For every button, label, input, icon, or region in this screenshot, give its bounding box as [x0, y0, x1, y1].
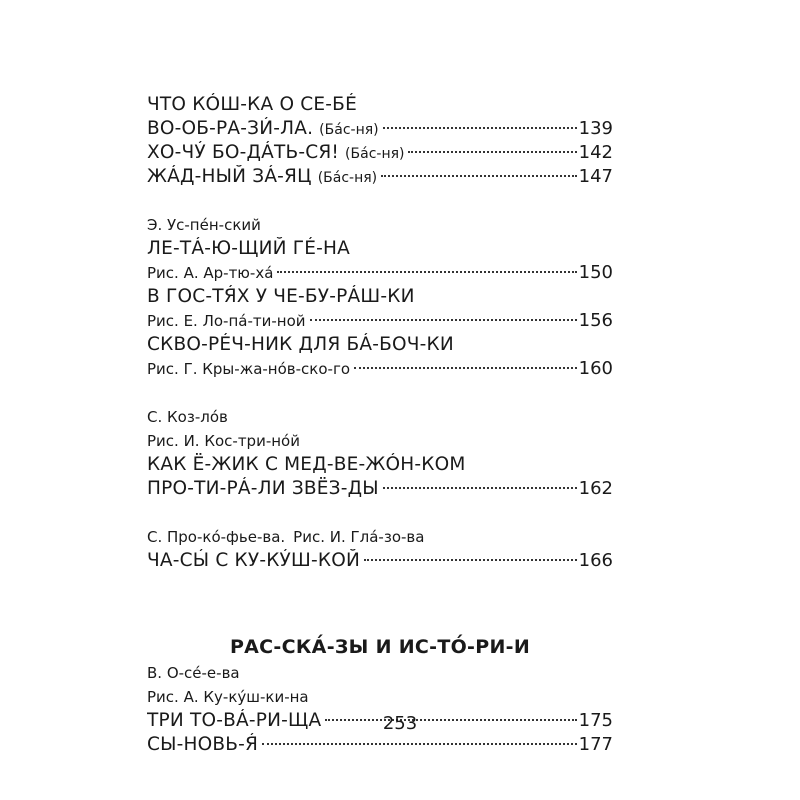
author-line	[147, 213, 613, 237]
table-of-contents	[147, 93, 613, 757]
entry-title: КАК Ё-ЖИК С МЕД-ВЕ-ЖО́Н-КОМ	[147, 454, 466, 475]
illustrator-name: Рис. Г. Кры-жа-но́в-ско-го	[147, 360, 350, 378]
toc-entry-title-line	[147, 285, 613, 309]
entry-page-number: 175	[578, 710, 613, 731]
entry-page-number: 177	[578, 734, 613, 755]
illustrator-line	[147, 685, 613, 709]
spacer	[147, 501, 613, 525]
entry-title: СКВО-РЕ́Ч-НИК ДЛЯ БА́-БОЧ-КИ	[147, 334, 454, 355]
author-name: В. О-се́-е-ва	[147, 664, 240, 682]
toc-entry-title-line	[147, 237, 613, 261]
toc-entry-title-line	[147, 453, 613, 477]
entry-page-number: 147	[578, 166, 613, 187]
toc-entry	[147, 117, 613, 141]
entry-genre-note: (Ба́с-ня)	[319, 122, 379, 138]
toc-entry	[147, 261, 613, 285]
spacer	[147, 189, 613, 213]
dot-leader	[381, 175, 577, 177]
author-name: С. Коз-ло́в	[147, 408, 228, 426]
author-name: С. Про-ко́-фье-ва.	[147, 528, 286, 546]
entry-genre-note: (Ба́с-ня)	[345, 146, 405, 162]
dot-leader	[364, 559, 577, 561]
illustrator-line	[147, 429, 613, 453]
entry-title: ВО-ОБ-РА-ЗИ́-ЛА.	[147, 118, 314, 139]
illustrator-name: Рис. А. Ку-ку́ш-ки-на	[147, 688, 309, 706]
toc-entry	[147, 549, 613, 573]
dot-leader	[277, 271, 576, 273]
author-name: Э. Ус-пе́н-ский	[147, 216, 261, 234]
entry-title: В ГОС-ТЯ́Х У ЧЕ-БУ-РА́Ш-КИ	[147, 286, 415, 307]
entry-page-number: 142	[578, 142, 613, 163]
entry-genre-note: (Ба́с-ня)	[317, 170, 378, 186]
spacer	[147, 381, 613, 405]
entry-title: ПРО-ТИ-РА́-ЛИ ЗВЁЗ-ДЫ	[147, 478, 379, 499]
toc-entry-title-line	[147, 333, 613, 357]
section-heading: РАС-СКА́-ЗЫ И ИС-ТО́-РИ-И	[229, 636, 531, 658]
toc-entry	[147, 477, 613, 501]
entry-page-number: 160	[578, 358, 613, 379]
dot-leader	[262, 743, 577, 745]
author-line	[147, 525, 613, 549]
entry-page-number: 156	[578, 310, 613, 331]
toc-entry	[147, 141, 613, 165]
illustrator-name: Рис. Е. Ло-па́-ти-ной	[147, 312, 306, 330]
illustrator-name: Рис. И. Кос-три-но́й	[147, 432, 300, 450]
author-line	[147, 661, 613, 685]
entry-page-number: 150	[578, 262, 613, 283]
entry-title: ЧТО КО́Ш-КА О СЕ-БЕ́	[147, 94, 357, 115]
entry-title: ТРИ ТО-ВА́-РИ-ЩА	[147, 710, 322, 731]
toc-entry-title-line	[147, 93, 613, 117]
dot-leader	[383, 487, 577, 489]
entry-page-number: 166	[578, 550, 613, 571]
spacer	[147, 573, 613, 633]
toc-entry	[147, 733, 613, 757]
entry-title: СЫ-НОВЬ-Я́	[147, 734, 259, 755]
entry-title: ЖА́Д-НЫЙ ЗА́-ЯЦ	[147, 166, 312, 187]
toc-entry	[147, 165, 613, 189]
entry-title: ЧА-СЫ́ С КУ-КУ́Ш-КОЙ	[147, 550, 361, 571]
toc-entry	[147, 309, 613, 333]
author-line	[147, 405, 613, 429]
dot-leader	[408, 151, 576, 153]
dot-leader	[383, 127, 577, 129]
dot-leader	[354, 367, 577, 369]
entry-title: ХО-ЧУ́ БО-ДА́ТЬ-СЯ!	[147, 142, 340, 163]
entry-title: ЛЕ-ТА́-Ю-ЩИЙ ГЕ́-НА	[147, 238, 350, 259]
entry-page-number: 139	[578, 118, 613, 139]
illustrator-name: Рис. А. Ар-тю-ха́	[147, 264, 274, 282]
entry-page-number: 162	[578, 478, 613, 499]
dot-leader	[310, 319, 577, 321]
toc-entry	[147, 357, 613, 381]
illustrator-name: Рис. И. Гла́-зо-ва	[293, 528, 425, 546]
page-number: 253	[382, 713, 418, 734]
